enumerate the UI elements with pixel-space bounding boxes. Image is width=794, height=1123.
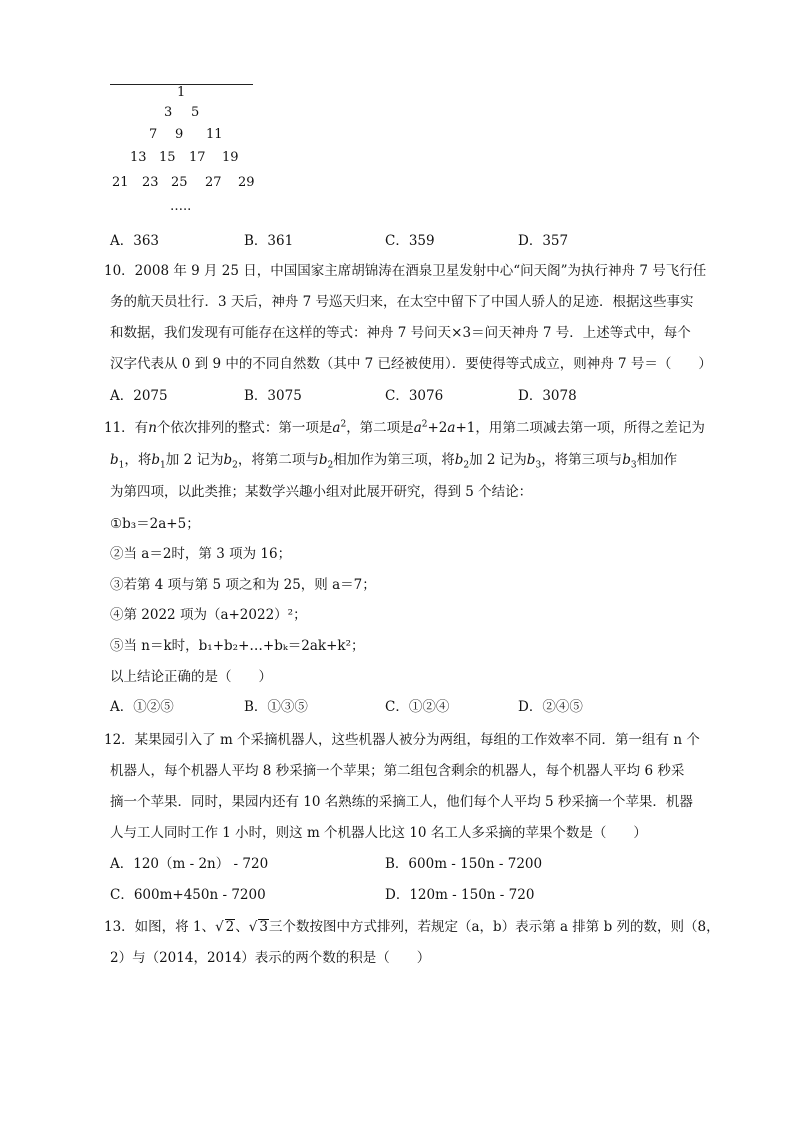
option-a[interactable]: A．2075 <box>110 388 168 404</box>
triangle-cell: 17 <box>189 150 206 165</box>
option-b[interactable]: B．361 <box>244 233 294 249</box>
option-c[interactable]: C．600m+450n - 7200 <box>110 887 266 903</box>
triangle-cell: 15 <box>159 150 176 165</box>
conclusion-5: ⑤当 n＝k时，b₁+b₂+…+bₖ＝2ak+k²； <box>110 638 365 654</box>
triangle-cell: 3 <box>164 105 173 120</box>
conclusion-3: ③若第 4 项与第 5 项之和为 25，则 a＝7； <box>110 577 376 593</box>
option-a[interactable]: A．363 <box>110 233 160 249</box>
question-text: 2）与（2014，2014）表示的两个数的积是（ ） <box>110 950 431 966</box>
question-text: 11．有n个依次排列的整式：第一项是$a^2$，第二项是$a^2+2a+1$，用第二项减去第一项，所得之差记为 <box>104 419 705 436</box>
option-d[interactable]: D．②④⑤ <box>518 699 583 715</box>
option-d[interactable]: D．120m - 150n - 720 <box>385 887 535 903</box>
triangle-cell: 1 <box>177 85 186 100</box>
option-a[interactable]: A．①②⑤ <box>110 699 174 715</box>
question-prompt: 以上结论正确的是（ ） <box>110 669 272 685</box>
triangle-cell: 23 <box>142 175 159 190</box>
triangle-cell: 19 <box>222 150 239 165</box>
conclusion-2: ②当 a＝2时，第 3 项为 16； <box>110 546 292 562</box>
triangle-cell: 21 <box>112 175 129 190</box>
triangle-ellipsis: ….. <box>170 199 192 214</box>
triangle-cell: 9 <box>175 127 184 142</box>
option-d[interactable]: D．357 <box>518 233 569 249</box>
option-b[interactable]: B．600m - 150n - 7200 <box>385 856 543 872</box>
question-text: 10．2008 年 9 月 25 日，中国国家主席胡锦涛在酒泉卫星发射中心“问天阁”为执行神舟 7 号飞行任 <box>104 263 707 279</box>
triangle-cell: 27 <box>205 175 222 190</box>
option-d[interactable]: D．3078 <box>518 388 577 404</box>
triangle-cell: 11 <box>206 127 223 142</box>
question-text: 人与工人同时工作 1 小时，则这 m 个机器人比这 10 名工人多采摘的苹果个数是（ ） <box>110 825 647 841</box>
triangle-cell: 13 <box>130 150 147 165</box>
question-text: $b_1$，将$b_1$加 2 记为$b_2$，将第二项与$b_2$相加作为第三项，将$b_2$加 2 记为$b_3$，将第三项与$b_3$相加作 <box>110 452 678 471</box>
question-text: 13．如图，将 1、√ 2、√ 3三个数按图中方式排列，若规定（a，b）表示第 a 排第 b 列的数，则（8， <box>104 919 720 935</box>
option-c[interactable]: C．①②④ <box>385 699 450 715</box>
question-text: 机器人，每个机器人平均 8 秒采摘一个苹果；第二组包含剩余的机器人，每个机器人平均 6 秒采 <box>110 763 685 779</box>
question-text: 为第四项，以此类推；某数学兴趣小组对此展开研究，得到 5 个结论： <box>110 484 533 500</box>
triangle-cell: 5 <box>191 105 200 120</box>
option-c[interactable]: C．3076 <box>385 388 444 404</box>
triangle-cell: 7 <box>149 127 158 142</box>
option-b[interactable]: B．3075 <box>244 388 302 404</box>
triangle-cell: 25 <box>171 175 188 190</box>
question-text: 务的航天员壮行．3 天后，神舟 7 号巡天归来，在太空中留下了中国人骄人的足迹．根据这些事实 <box>110 294 694 310</box>
option-a[interactable]: A．120（m - 2n） - 720 <box>110 856 269 872</box>
question-text: 12．某果园引入了 m 个采摘机器人，这些机器人被分为两组，每组的工作效率不同．第一组有 n 个 <box>104 732 700 748</box>
triangle-cell: 29 <box>238 175 255 190</box>
conclusion-1: ①b₃＝2a+5； <box>110 516 200 532</box>
question-text: 摘一个苹果．同时，果园内还有 10 名熟练的采摘工人，他们每个人平均 5 秒采摘一个苹果．机器 <box>110 794 693 810</box>
option-c[interactable]: C．359 <box>385 233 435 249</box>
question-text: 和数据，我们发现有可能存在这样的等式：神舟 7 号问天×3＝问天神舟 7 号．上述等式中，每个 <box>110 325 691 341</box>
conclusion-4: ④第 2022 项为（a+2022）²； <box>110 607 307 623</box>
question-text: 汉字代表从 0 到 9 中的不同自然数（其中 7 已经被使用）．要使得等式成立，则神舟 7 号＝（ ） <box>110 356 712 372</box>
option-b[interactable]: B．①③⑤ <box>244 699 308 715</box>
